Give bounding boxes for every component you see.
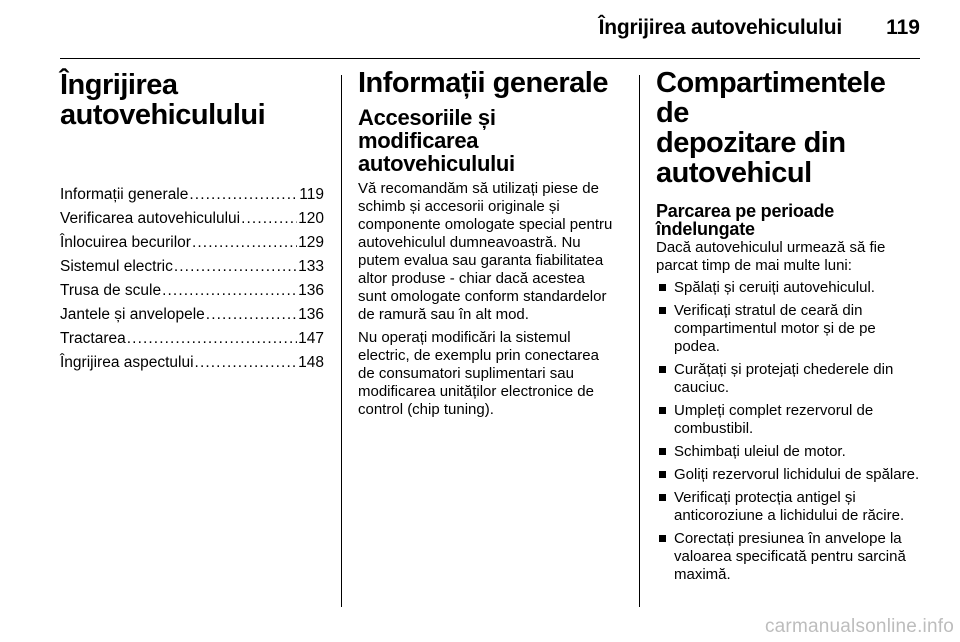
list-item xyxy=(656,302,924,356)
header-divider xyxy=(60,58,920,59)
toc-leader-dots xyxy=(127,327,297,351)
page-header xyxy=(0,0,960,58)
subsection-title-line2: autovehiculului xyxy=(358,151,515,176)
square-bullet-icon xyxy=(659,471,666,478)
toc-entry[interactable] xyxy=(60,207,324,231)
toc-entry-label: Jantele și anvelopele xyxy=(60,306,205,323)
toc-leader-dots xyxy=(241,207,297,231)
page-number: 119 xyxy=(886,16,920,39)
toc-entry-page: 148 xyxy=(298,354,324,371)
list-item xyxy=(656,530,924,584)
list-item-text: Umpleți complet rezervorul de combustibil. xyxy=(674,402,874,437)
square-bullet-icon xyxy=(659,448,666,455)
toc-entry-page: 133 xyxy=(298,258,324,275)
storage-checklist xyxy=(656,279,924,584)
toc-leader-dots xyxy=(189,183,298,207)
square-bullet-icon xyxy=(659,494,666,501)
square-bullet-icon xyxy=(659,307,666,314)
toc-leader-dots xyxy=(206,303,297,327)
chapter-title xyxy=(60,70,324,130)
toc-entry-page: 129 xyxy=(298,234,324,251)
toc-entry-page: 136 xyxy=(298,282,324,299)
storage-column xyxy=(656,68,924,589)
subsection-title-parking xyxy=(656,202,924,238)
toc-entry-label: Informații generale xyxy=(60,186,189,203)
section-title-line2: depozitare din autovehicul xyxy=(656,127,846,189)
toc-entry-label: Tractarea xyxy=(60,330,126,347)
toc-leader-dots xyxy=(174,255,297,279)
toc-entry-label: Trusa de scule xyxy=(60,282,162,299)
chapter-title-line1: Îngrijirea xyxy=(60,69,178,101)
square-bullet-icon xyxy=(659,284,666,291)
toc-leader-dots xyxy=(195,351,298,375)
subsection-title-accessories xyxy=(358,106,616,175)
list-item xyxy=(656,443,924,461)
square-bullet-icon xyxy=(659,535,666,542)
list-item xyxy=(656,361,924,397)
toc-entry[interactable] xyxy=(60,327,324,351)
chapter-title-line2: autovehiculului xyxy=(60,99,266,131)
list-item-text: Corectați presiunea în anvelope la valoarea specificată pentru sarcină maximă. xyxy=(674,530,906,583)
toc-entry[interactable] xyxy=(60,231,324,255)
subsection-title-line2: îndelungate xyxy=(656,219,755,239)
toc-entry[interactable] xyxy=(60,255,324,279)
column-divider-1 xyxy=(341,75,342,607)
toc-column xyxy=(60,68,324,375)
toc-entry-label: Sistemul electric xyxy=(60,258,173,275)
subsection-title-line1: Accesoriile și modificarea xyxy=(358,105,496,153)
toc-entry-page: 147 xyxy=(298,330,324,347)
list-item xyxy=(656,402,924,438)
list-item-text: Goliți rezervorul lichidului de spălare. xyxy=(674,466,920,483)
list-item xyxy=(656,279,924,297)
general-info-column xyxy=(358,68,616,419)
toc-entry[interactable] xyxy=(60,303,324,327)
list-item xyxy=(656,466,924,484)
toc-entry-page: 120 xyxy=(298,210,324,227)
toc-entry-page: 119 xyxy=(299,186,324,203)
toc-entry-page: 136 xyxy=(298,306,324,323)
square-bullet-icon xyxy=(659,407,666,414)
list-item-text: Curățați și protejați chederele din cauciuc. xyxy=(674,361,894,396)
list-item-text: Verificați stratul de ceară din compartimentul motor și de pe podea. xyxy=(674,302,876,355)
toc-entry[interactable] xyxy=(60,351,324,375)
toc-entry-label: Înlocuirea becurilor xyxy=(60,234,191,251)
subsection-title-line1: Parcarea pe perioade xyxy=(656,201,835,221)
body-paragraph: Vă recomandăm să utilizați piese de schimb și accesorii originale și componente omologate special pentru autovehiculul dumneavoastră. Nu putem evalua sau garanta fiabilitatea altor produse - chiar dacă acestea sunt omologate conform standardelor de ramură sau în alt mod. xyxy=(358,180,613,323)
watermark: carmanualsonline.info xyxy=(764,616,954,637)
list-item-text: Schimbați uleiul de motor. xyxy=(674,443,846,460)
toc-leader-dots xyxy=(162,279,297,303)
list-item xyxy=(656,489,924,525)
toc-leader-dots xyxy=(192,231,297,255)
intro-paragraph: Dacă autovehiculul urmează să fie parcat timp de mai multe luni: xyxy=(656,239,886,274)
toc-entry-label: Verificarea autovehiculului xyxy=(60,210,241,227)
square-bullet-icon xyxy=(659,366,666,373)
column-divider-2 xyxy=(639,75,640,607)
toc-entry-label: Îngrijirea aspectului xyxy=(60,354,194,371)
toc-entry[interactable] xyxy=(60,279,324,303)
section-title-line1: Compartimentele de xyxy=(656,67,886,129)
table-of-contents xyxy=(60,183,324,375)
section-title-storage xyxy=(656,68,924,188)
list-item-text: Spălați și ceruiți autovehiculul. xyxy=(674,279,875,296)
body-paragraph: Nu operați modificări la sistemul electric, de exemplu prin conectarea de consumatori suplimentari sau modificarea unităților electronice de control (chip tuning). xyxy=(358,329,599,418)
section-title-general: Informații generale xyxy=(358,67,608,99)
toc-entry[interactable] xyxy=(60,183,324,207)
list-item-text: Verificați protecția antigel și anticoroziune a lichidului de răcire. xyxy=(674,489,905,524)
running-header-title: Îngrijirea autovehiculului xyxy=(598,16,842,39)
